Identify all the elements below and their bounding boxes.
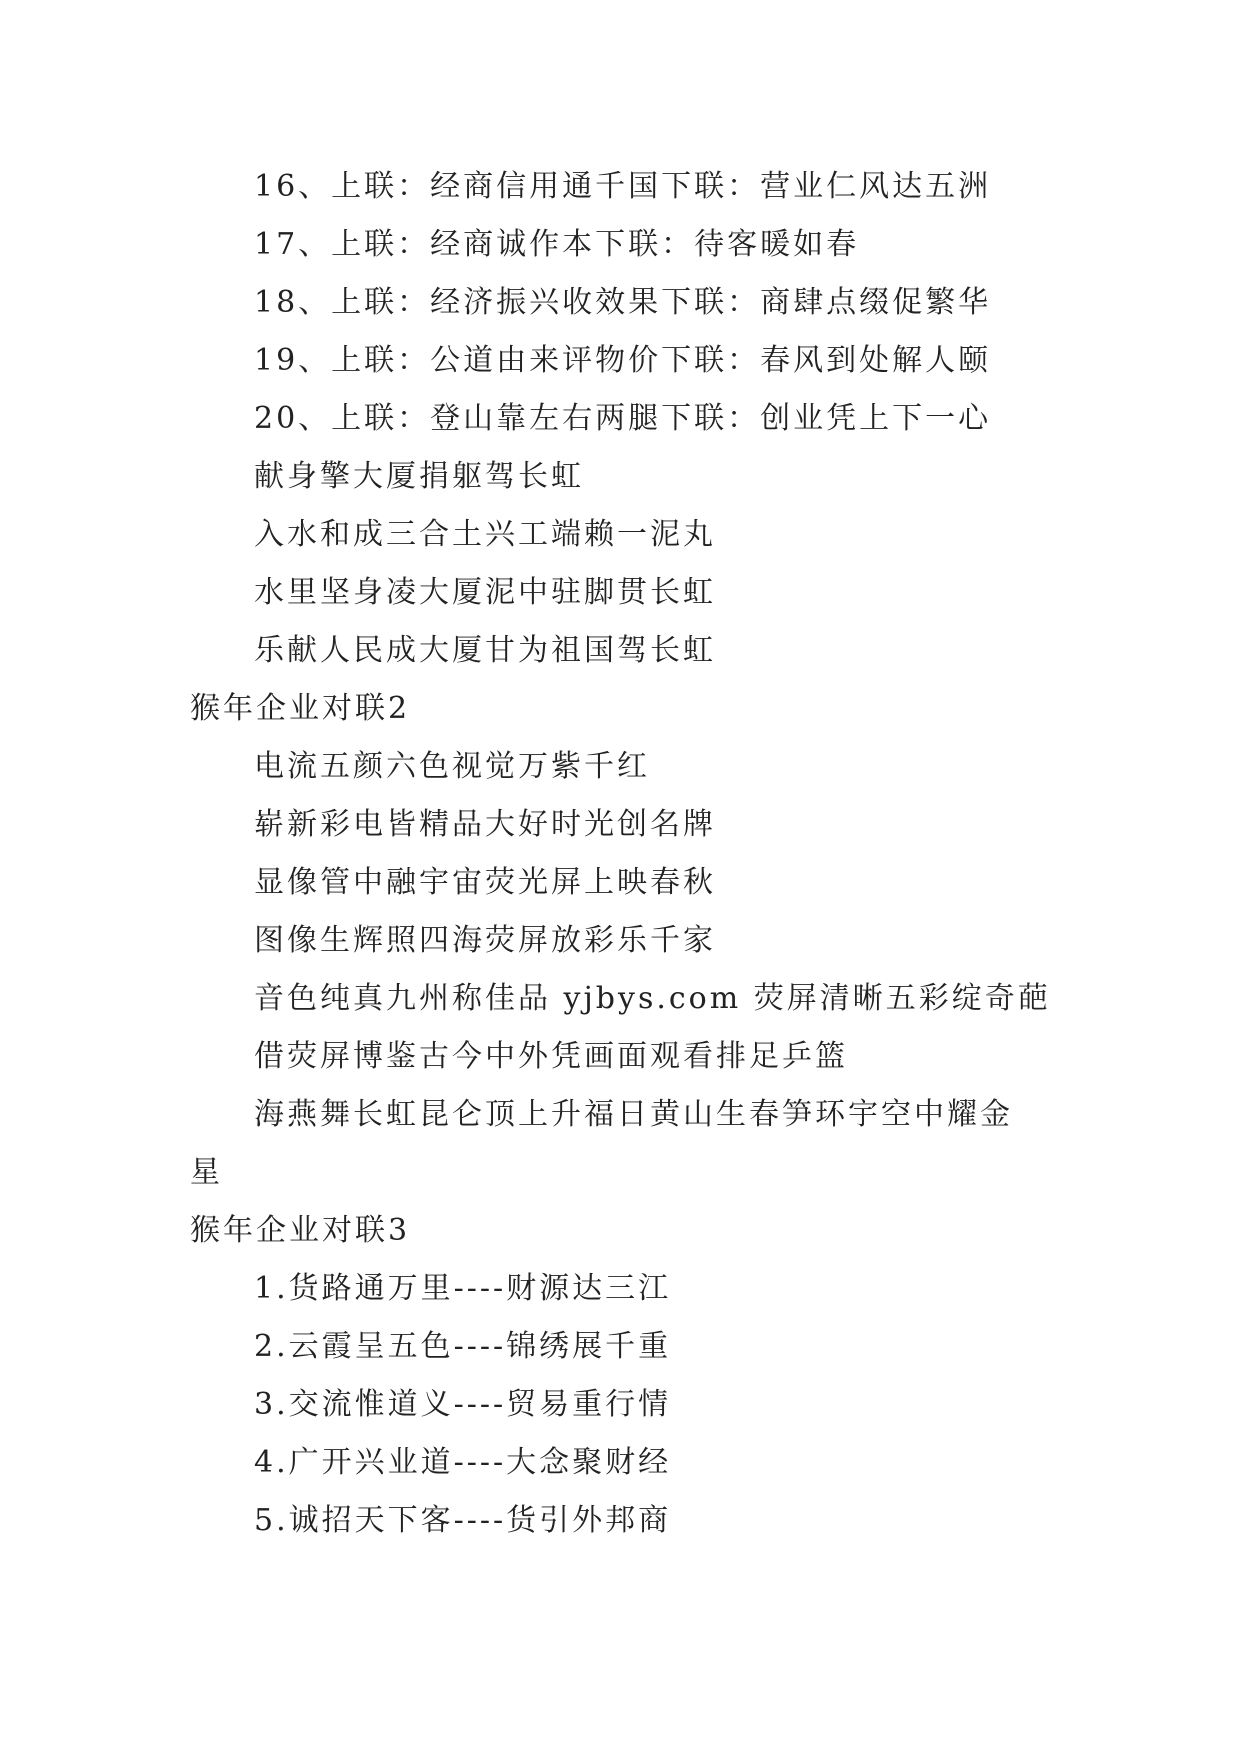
- text-line-continuation: 星: [190, 1155, 223, 1190]
- text-line: 乐献人民成大厦甘为祖国驾长虹: [254, 633, 716, 668]
- document-body: [190, 158, 1050, 1550]
- section-heading: 猴年企业对联3: [190, 1213, 411, 1248]
- text-line: 17、上联：经商诚作本下联：待客暖如春: [254, 227, 860, 262]
- text-line: 19、上联：公道由来评物价下联：春风到处解人颐: [254, 343, 992, 378]
- text-line: 海燕舞长虹昆仑顶上升福日黄山生春笋环宇空中耀金: [254, 1097, 1013, 1132]
- text-line: 16、上联：经商信用通千国下联：营业仁风达五洲: [254, 169, 992, 204]
- text-line: 音色纯真九州称佳品 yjbys.com 荧屏清晰五彩绽奇葩: [254, 981, 1051, 1016]
- text-line: 献身擎大厦捐躯驾长虹: [254, 459, 584, 494]
- text-line: 4.广开兴业道----大念聚财经: [254, 1445, 672, 1480]
- text-line: 18、上联：经济振兴收效果下联：商肆点缀促繁华: [254, 285, 992, 320]
- text-line: 水里坚身凌大厦泥中驻脚贯长虹: [254, 575, 716, 610]
- text-line: 3.交流惟道义----贸易重行情: [254, 1387, 672, 1422]
- text-line: 20、上联：登山靠左右两腿下联：创业凭上下一心: [254, 401, 992, 436]
- section-heading: 猴年企业对联2: [190, 691, 411, 726]
- text-line: 5.诚招天下客----货引外邦商: [254, 1503, 672, 1538]
- text-line: 2.云霞呈五色----锦绣展千重: [254, 1329, 672, 1364]
- text-line: 借荧屏博鉴古今中外凭画面观看排足乒篮: [254, 1039, 848, 1074]
- text-line: 图像生辉照四海荧屏放彩乐千家: [254, 923, 716, 958]
- text-line: 显像管中融宇宙荧光屏上映春秋: [254, 865, 716, 900]
- text-line: 1.货路通万里----财源达三江: [254, 1271, 672, 1306]
- text-line: 电流五颜六色视觉万紫千红: [254, 749, 650, 784]
- text-line: 崭新彩电皆精品大好时光创名牌: [254, 807, 716, 842]
- text-line: 入水和成三合土兴工端赖一泥丸: [254, 517, 716, 552]
